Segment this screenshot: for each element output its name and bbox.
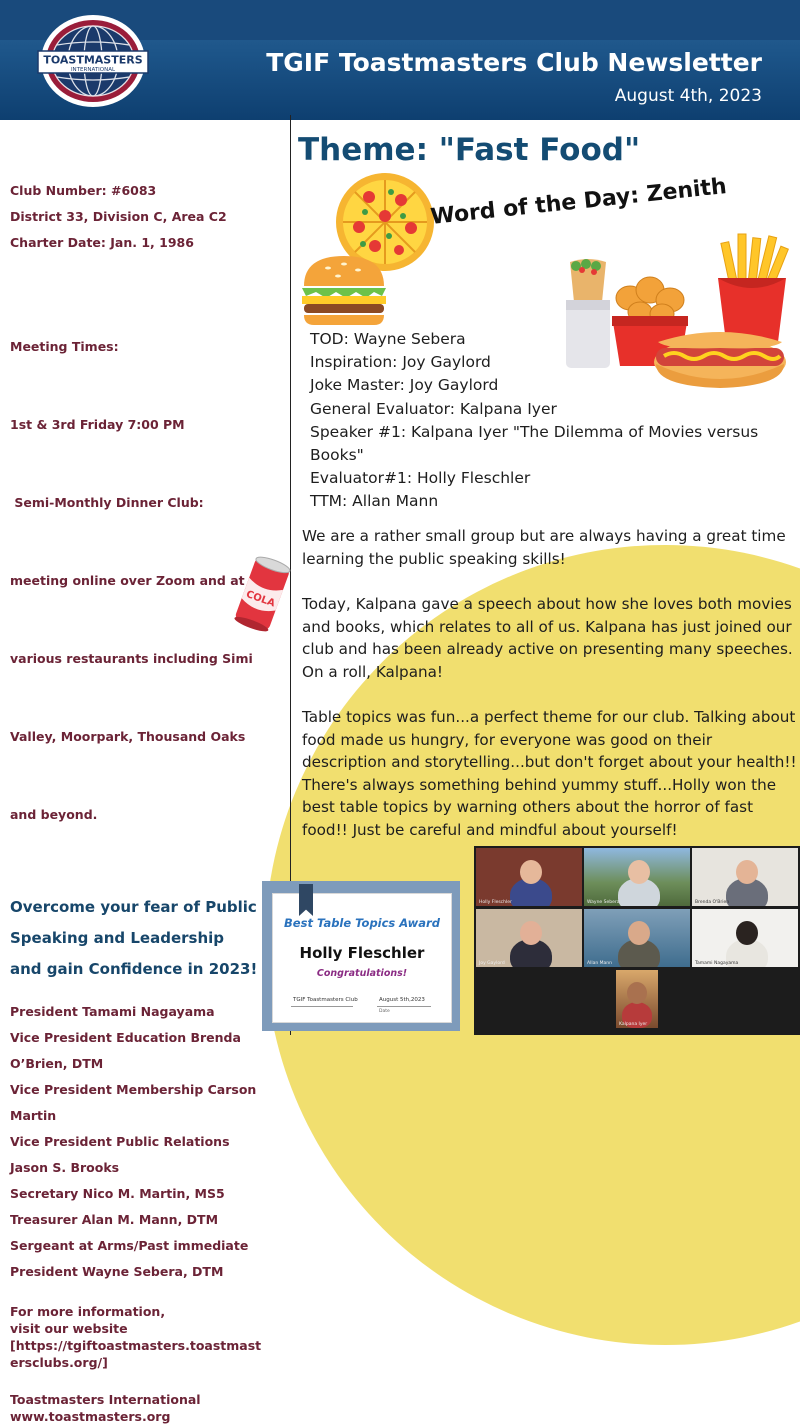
ribbon-icon — [299, 884, 313, 916]
tagline-line: Speaking and Leadership — [10, 929, 224, 947]
cola-can-icon — [230, 553, 294, 637]
meeting-times-line: meeting online over Zoom and at — [10, 573, 245, 588]
officer-line: Jason S. Brooks — [10, 1160, 120, 1175]
participant-name: Joy Gaylord — [479, 961, 505, 966]
officer-line: President Tamami Nagayama — [10, 1004, 215, 1019]
participant-name: Tamami Nagayama — [695, 961, 739, 966]
participant-name: Wayne Sebera — [587, 900, 620, 905]
role-line: Speaker #1: Kalpana Iyer "The Dilemma of Movies versus Books" — [310, 422, 759, 465]
role-line: Inspiration: Joy Gaylord — [310, 353, 491, 372]
website-link[interactable]: ersclubs.org/] — [10, 1355, 108, 1370]
logo-text: TOASTMASTERS — [43, 53, 143, 67]
meeting-times-heading: Meeting Times: — [10, 339, 119, 354]
award-recipient: Holly Fleschler — [299, 944, 425, 962]
video-tile — [476, 909, 582, 967]
tagline — [10, 892, 260, 985]
zoom-meeting-screenshot — [474, 846, 800, 1035]
video-tile — [584, 909, 690, 967]
video-tile — [584, 848, 690, 906]
club-number: Club Number: #6083 — [10, 183, 157, 198]
meeting-times-line: Valley, Moorpark, Thousand Oaks — [10, 729, 246, 744]
toastmasters-logo — [34, 12, 152, 110]
newsletter-date: August 4th, 2023 — [614, 86, 762, 106]
officer-line: Sergeant at Arms/Past immediate — [10, 1238, 249, 1253]
meeting-times-line: various restaurants including Simi — [10, 651, 253, 666]
word-of-the-day: Word of the Day: Zenith — [429, 174, 728, 230]
intl-website-link[interactable]: www.toastmasters.org — [10, 1409, 171, 1424]
more-info — [10, 1303, 260, 1371]
meeting-times-line: 1st & 3rd Friday 7:00 PM — [10, 417, 185, 432]
participant-name: Brenda O'Brien — [695, 900, 730, 905]
charter-date: Charter Date: Jan. 1, 1986 — [10, 235, 194, 250]
role-line: TTM: Allan Mann — [310, 492, 439, 511]
video-tile — [616, 970, 658, 1028]
tagline-line: Overcome your fear of Public — [10, 898, 257, 916]
certificate-card — [272, 893, 452, 1023]
sidebar — [10, 178, 286, 1425]
more-info-line: For more information, — [10, 1304, 166, 1319]
award-date: August 5th,2023 — [379, 997, 425, 1003]
club-info — [10, 178, 286, 256]
theme-heading: Theme: "Fast Food" — [298, 132, 641, 168]
body-paragraph: Today, Kalpana gave a speech about how she loves both movies and books, which relates to all of us. Kalpana has just joined our club and has been already active on presenting many speeches. On a roll, Kalpana! — [302, 595, 793, 681]
meeting-times-line: and beyond. — [10, 807, 98, 822]
officer-line: President Wayne Sebera, DTM — [10, 1264, 224, 1279]
participant-name: Holly Fleschler — [479, 900, 512, 905]
award-congrats: Congratulations! — [316, 968, 408, 979]
toastmasters-international — [10, 1391, 286, 1425]
officer-line: Treasurer Alan M. Mann, DTM — [10, 1212, 219, 1227]
header-banner — [0, 0, 800, 120]
intl-name: Toastmasters International — [10, 1392, 201, 1407]
logo-subtext: INTERNATIONAL — [70, 67, 116, 73]
more-info-line: visit our website — [10, 1321, 128, 1336]
video-tile — [692, 909, 798, 967]
newsletter-body — [302, 525, 798, 864]
participant-name: Allan Mann — [587, 961, 612, 966]
meeting-roles — [310, 328, 790, 514]
video-tile — [692, 848, 798, 906]
body-paragraph: Table topics was fun...a perfect theme for our club. Talking about food made us hungry, for everyone was good on their description and storytelling...but don't forget about your health!! There's always something behind yummy stuff...Holly won the best table topics by warning others about the horror of fast food!! Just be careful and mindful about yourself! — [302, 708, 797, 839]
date-line — [377, 1006, 431, 1007]
video-tile — [476, 848, 582, 906]
award-certificate — [262, 881, 460, 1031]
award-date-label: Date — [379, 1009, 390, 1014]
officer-line: Martin — [10, 1108, 57, 1123]
participant-name: Kalpana Iyer — [619, 1022, 648, 1027]
signature-line — [291, 1006, 353, 1007]
cola-label: COLA — [244, 588, 277, 610]
meeting-times-line: Semi-Monthly Dinner Club: — [10, 495, 204, 510]
website-link[interactable]: [https://tgiftoastmasters.toastmast — [10, 1338, 262, 1353]
body-paragraph: We are a rather small group but are always having a great time learning the public speaking skills! — [302, 527, 786, 568]
award-title: Best Table Topics Award — [284, 916, 440, 930]
officer-list — [10, 999, 260, 1285]
officer-line: Vice President Education Brenda — [10, 1030, 241, 1045]
tagline-line: and gain Confidence in 2023! — [10, 960, 258, 978]
burger-icon — [298, 252, 390, 327]
role-line: Evaluator#1: Holly Fleschler — [310, 469, 531, 488]
officer-line: Vice President Public Relations — [10, 1134, 230, 1149]
role-line: TOD: Wayne Sebera — [310, 330, 466, 348]
role-line: General Evaluator: Kalpana Iyer — [310, 399, 557, 418]
officer-line: Secretary Nico M. Martin, MS5 — [10, 1186, 225, 1201]
role-line: Joke Master: Joy Gaylord — [310, 376, 499, 395]
newsletter-title: TGIF Toastmasters Club Newsletter — [266, 48, 762, 77]
officer-line: Vice President Membership Carson — [10, 1082, 257, 1097]
award-club: TGIF Toastmasters Club — [293, 997, 358, 1003]
officer-line: O’Brien, DTM — [10, 1056, 104, 1071]
club-district: District 33, Division C, Area C2 — [10, 209, 227, 224]
